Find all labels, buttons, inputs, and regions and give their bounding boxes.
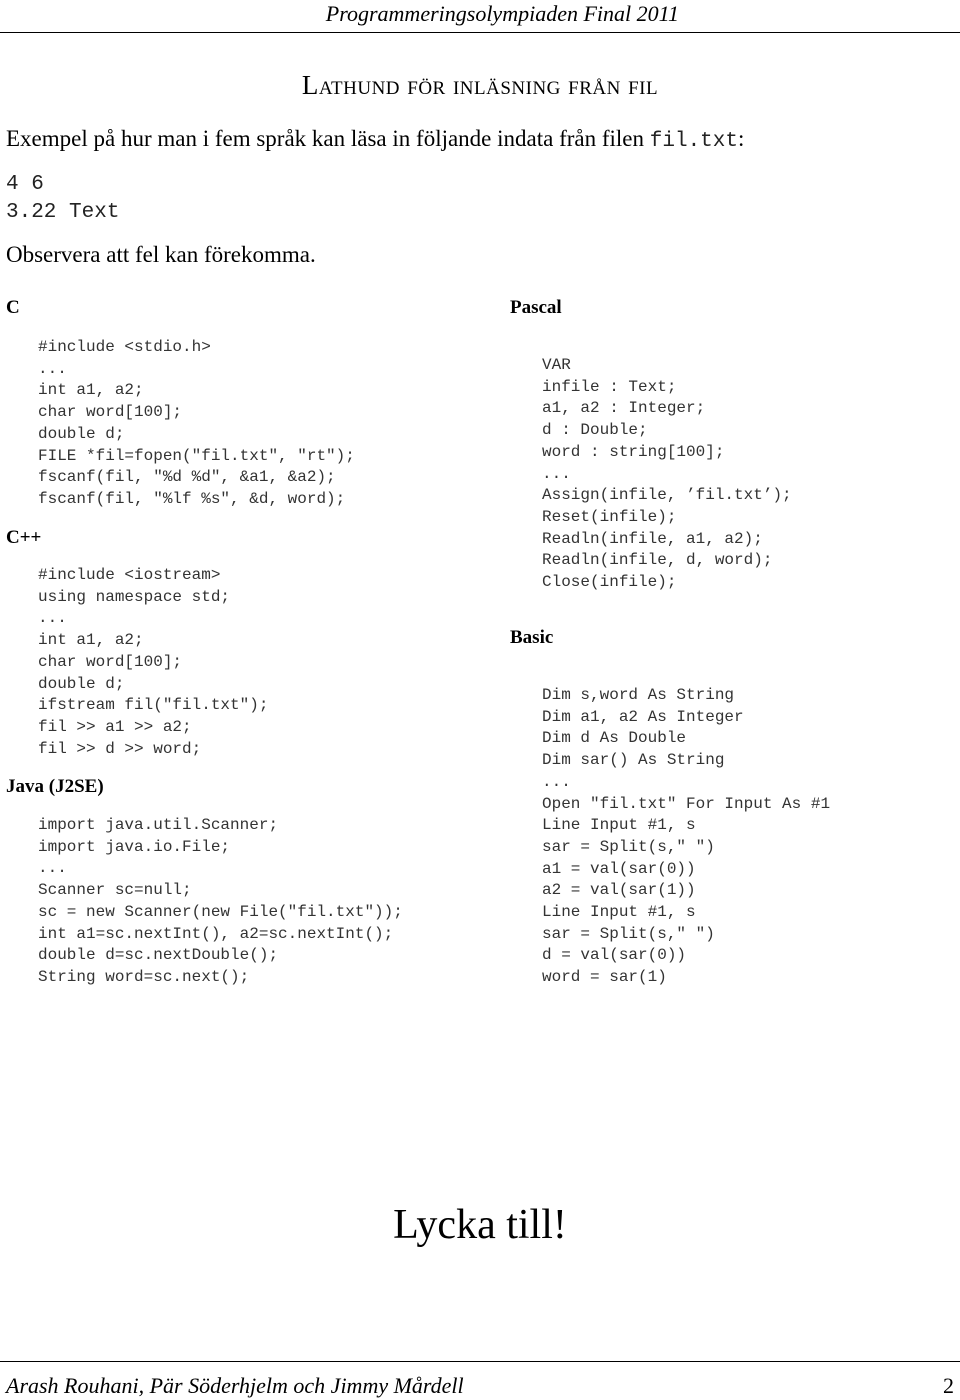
section-heading-pascal: Pascal	[510, 297, 562, 318]
code-block-c: #include <stdio.h> ... int a1, a2; char word[100]; double d; FILE *fil=fopen("fil.txt", "rt"); fscanf(fil, "%d %d", &a1, &a2); fscanf(fil, "%lf %s", &d, word);	[38, 338, 355, 508]
code-block-cpp: #include <iostream> using namespace std; ... int a1, a2; char word[100]; double d; ifstream fil("fil.txt"); fil >> a1 >> a2; fil >> d >> word;	[38, 566, 269, 758]
header-rule	[0, 32, 960, 33]
intro-paragraph	[6, 124, 744, 157]
code-block-basic: Dim s,word As String Dim a1, a2 As Integer Dim d As Double Dim sar() As String ... Open "fil.txt" For Input As #1 Line Input #1, s sar = Split(s," ") a1 = val(sar(0)) a2 = val(sar(1)) Line Input #1, s sar = Split(s," ") d = val(sar(0)) word = sar(1)	[542, 686, 831, 987]
section-heading-cpp: C++	[6, 527, 42, 548]
code-block-pascal: VAR infile : Text; a1, a2 : Integer; d : Double; word : string[100]; ... Assign(infile, ’fil.txt’); Reset(infile); Readln(infile, a1, a2); Readln(infile, d, word); Close(infile);	[542, 356, 792, 592]
note-text: Observera att fel kan förekomma.	[6, 242, 316, 267]
intro-filename: fil.txt	[649, 130, 738, 153]
input-data-example: 4 6 3.22 Text	[6, 173, 120, 224]
footer-rule	[0, 1361, 960, 1362]
running-head: Programmeringsolympiaden Final 2011	[325, 1, 679, 26]
section-heading-java: Java (J2SE)	[6, 776, 104, 797]
intro-text: Exempel på hur man i fem språk kan läsa in följande indata från filen	[6, 126, 650, 151]
intro-suffix: :	[737, 126, 745, 151]
code-block-java: import java.util.Scanner; import java.io.File; ... Scanner sc=null; sc = new Scanner(new File("fil.txt")); int a1=sc.nextInt(), a2=sc.nextInt(); double d=sc.nextDouble(); String word=sc.next();	[38, 816, 403, 986]
page-title: Lathund för inläsning från fil	[301, 70, 659, 100]
section-heading-c: C	[6, 297, 20, 318]
closing-text: Lycka till!	[393, 1202, 567, 1248]
page-number: 2	[943, 1373, 954, 1398]
section-heading-basic: Basic	[510, 627, 554, 648]
footer-authors: Arash Rouhani, Pär Söderhjelm och Jimmy Mårdell	[6, 1373, 464, 1398]
